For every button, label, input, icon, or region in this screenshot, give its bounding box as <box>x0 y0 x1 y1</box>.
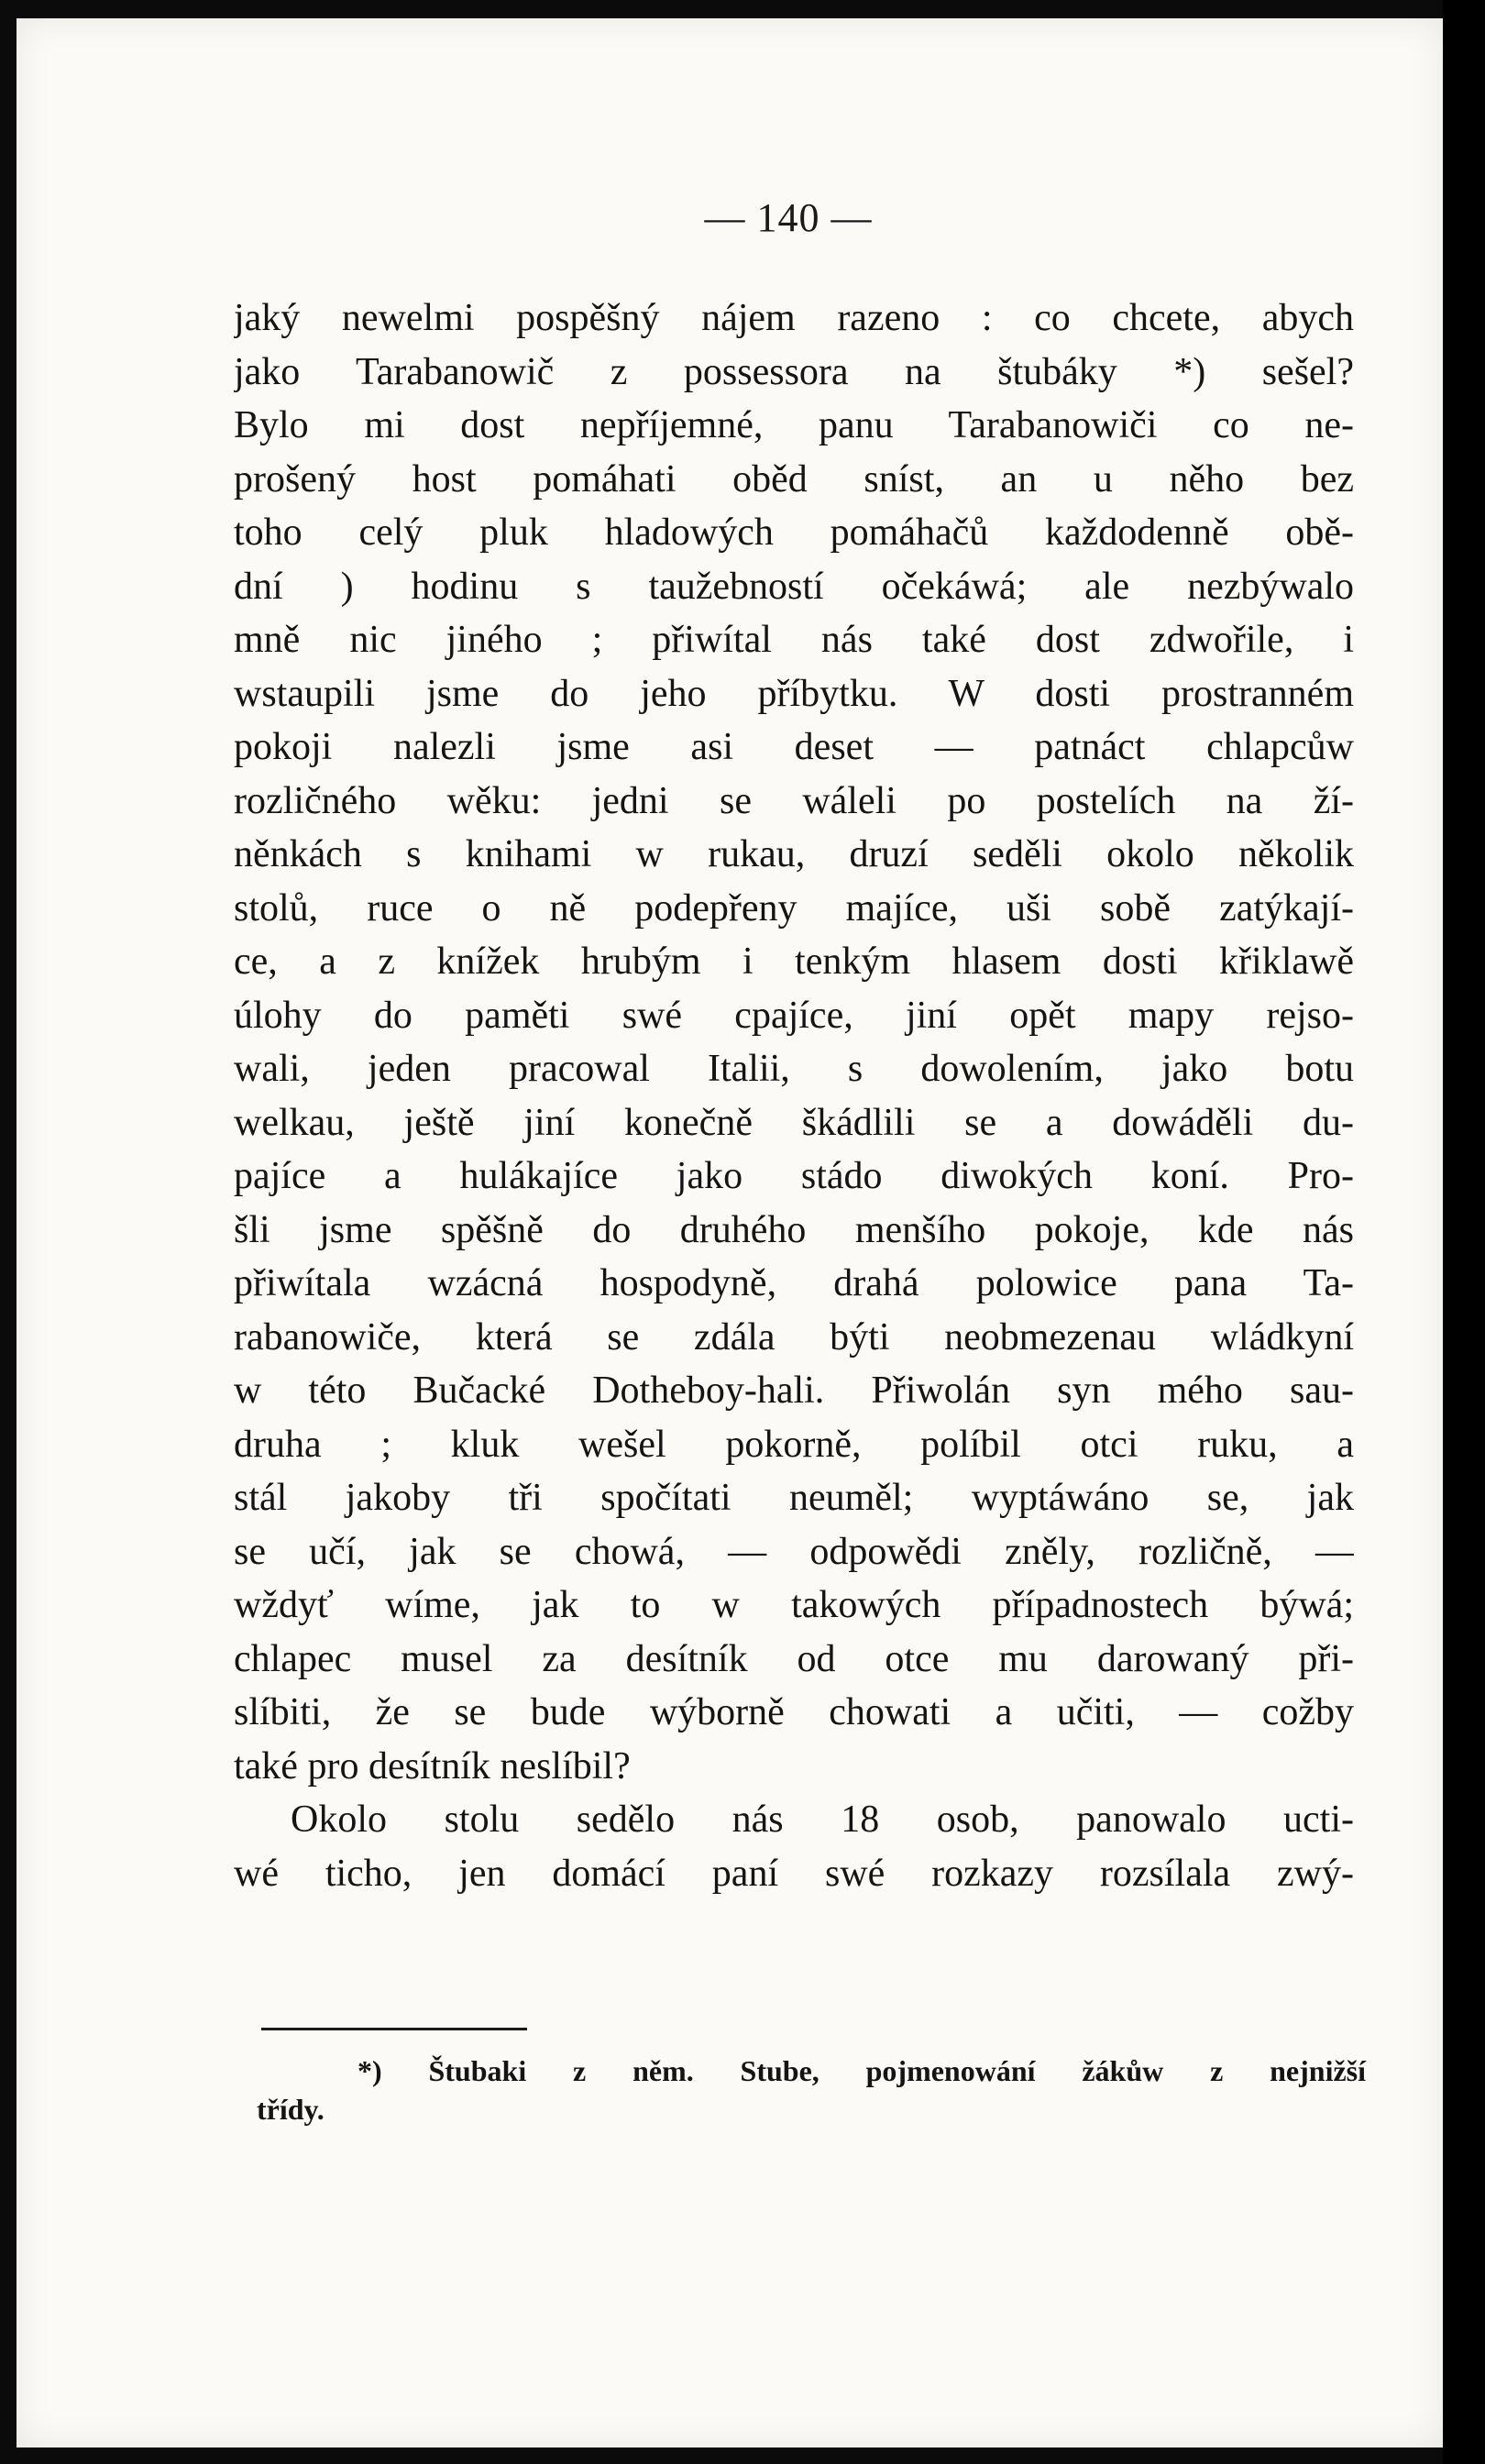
text-line: wždyť wíme, jak to w takowých případnostech býwá; <box>234 1584 1354 1626</box>
text-line: stolů, ruce o ně podepřeny majíce, uši sobě zatýkají- <box>234 886 1354 930</box>
text-line: Bylo mi dost nepříjemné, panu Tarabanowiči co ne- <box>234 404 1354 446</box>
text-line: welkau, ještě jiní konečně škádlili se a dowáděli du- <box>234 1101 1354 1144</box>
text-line: wstaupili jsme do jeho příbytku. W dosti prostranném <box>234 672 1354 715</box>
text-line: chlapec musel za desítník od otce mu darowaný při- <box>234 1637 1354 1680</box>
text-line: jaký newelmi pospěšný nájem razeno : co chcete, abych <box>234 297 1354 339</box>
footnote-rule <box>261 2028 527 2030</box>
footnote-line: třídy. <box>257 2093 324 2126</box>
text-line: jako Tarabanowič z possessora na štubáky *) sešel? <box>234 350 1354 393</box>
text-line: druha ; kluk wešel pokorně, políbil otci ruku, a <box>234 1423 1354 1466</box>
text-line: úlohy do paměti swé cpajíce, jiní opět mapy rejso- <box>234 994 1354 1037</box>
text-line: něnkách s knihami w rukau, druzí seděli okolo několik <box>234 833 1354 875</box>
text-line: mně nic jiného ; přiwítal nás také dost zdwořile, i <box>234 619 1354 661</box>
page-number: — 140 — <box>704 195 873 240</box>
text-line: wali, jeden pracowal Italii, s dowolením, jako botu <box>234 1048 1354 1090</box>
text-line: přiwítala wzácná hospodyně, drahá polowice pana Ta- <box>234 1262 1354 1304</box>
footnote-line: *) Štubaki z něm. Stube, pojmenowání žákůw z nejnižší <box>358 2054 1366 2087</box>
footnote <box>257 2052 1366 2128</box>
text-line: se učí, jak se chowá, — odpowědi zněly, rozličně, — <box>234 1530 1354 1573</box>
text-line: šli jsme spěšně do druhého menšího pokoje, kde nás <box>234 1208 1354 1251</box>
text-line: dní ) hodinu s taužebností očekáwá; ale nezbýwalo <box>234 565 1354 608</box>
text-line: wé ticho, jen domácí paní swé rozkazy rozsílala zwý- <box>234 1852 1354 1895</box>
scan-border <box>1443 0 1485 2464</box>
text-line: slíbiti, že se bude wýborně chowati a učiti, — cožby <box>234 1691 1354 1733</box>
text-line: pajíce a hulákajíce jako stádo diwokých koní. Pro- <box>234 1155 1354 1197</box>
text-line: Okolo stolu sedělo nás 18 osob, panowalo ucti- <box>291 1798 1354 1841</box>
text-line: stál jakoby tři spočítati neuměl; wyptáwáno se, jak <box>234 1477 1354 1519</box>
text-line: také pro desítník neslíbil? <box>234 1744 631 1788</box>
text-line: prošený host pomáhati oběd sníst, an u něho bez <box>234 457 1354 500</box>
text-line: ce, a z knížek hrubým i tenkým hlasem dosti křiklawě <box>234 940 1354 983</box>
body-text <box>234 292 1354 1900</box>
text-line: toho celý pluk hladowých pomáhačů každodenně obě- <box>234 512 1354 554</box>
text-line: pokoji nalezli jsme asi deset — patnáct chlapcůw <box>234 726 1354 768</box>
text-line: rabanowiče, která se zdála býti neobmezenau wládkyní <box>234 1315 1354 1358</box>
text-line: w této Bučacké Dotheboy-hali. Přiwolán syn mého sau- <box>234 1370 1354 1412</box>
text-line: rozličného wěku: jedni se wáleli po postelích na ží- <box>234 779 1354 822</box>
